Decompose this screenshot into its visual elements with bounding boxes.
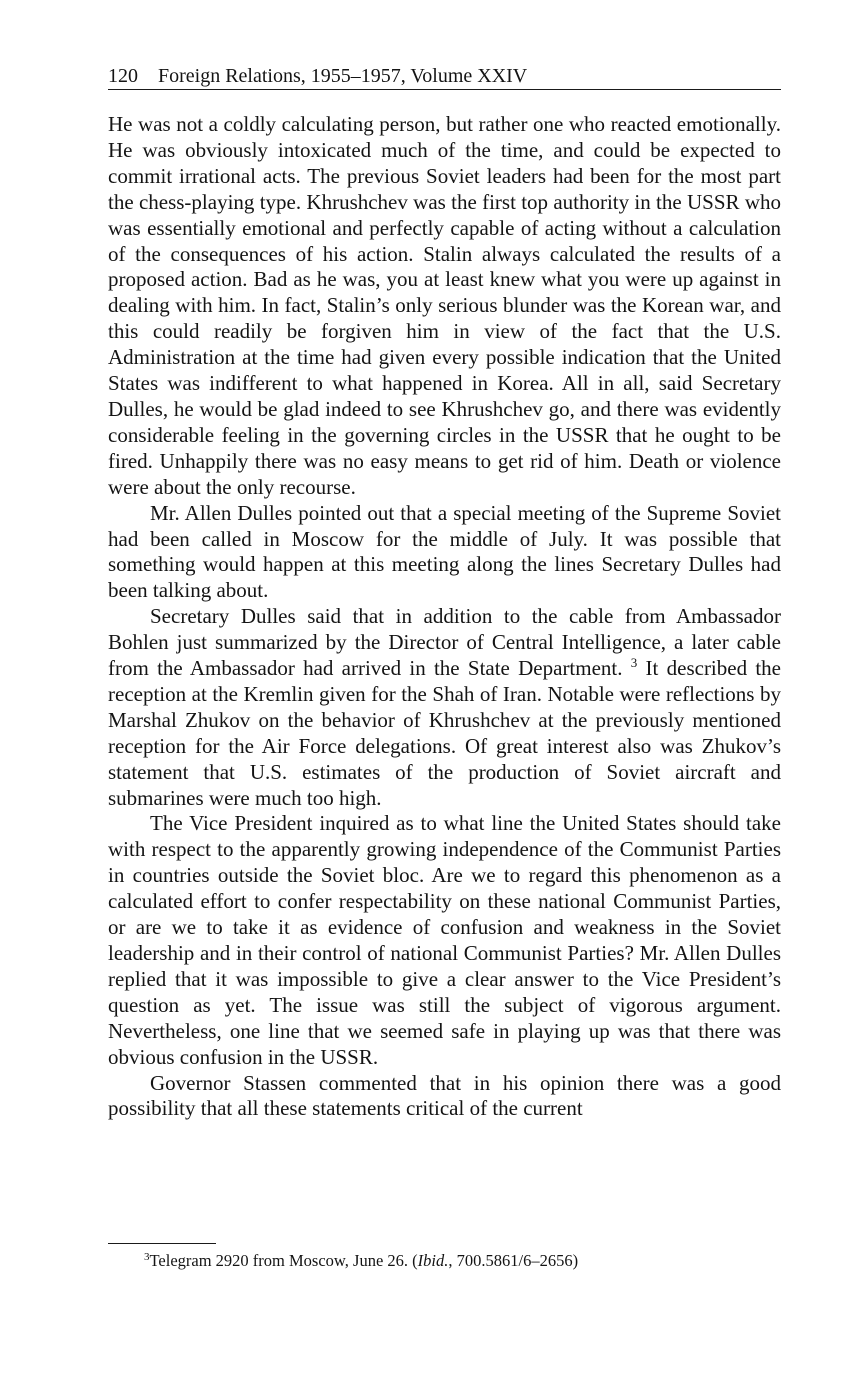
paragraph-3 [108, 604, 781, 811]
paragraph-3-part-1: Secretary Dulles said that in addition to the cable from Ambassador Bohlen just summarized by the Director of Central Intelligence, a later cable from the Ambassador had arrived in the State Department. [108, 604, 781, 681]
footnote-text-1: Telegram 2920 from Moscow, June 26. ( [149, 1251, 418, 1270]
body-text [108, 112, 781, 1122]
paragraph-5: Governor Stassen commented that in his opinion there was a good possibility that all these statements critical of the current [108, 1070, 781, 1121]
footnote-divider [108, 1243, 216, 1244]
running-header [108, 62, 781, 90]
footnote [144, 1250, 781, 1272]
footnote-text-2: , 700.5861/6–2656) [448, 1251, 579, 1270]
footnote-marker: 3 [144, 1251, 150, 1263]
paragraph-2: Mr. Allen Dulles pointed out that a special meeting of the Supreme Soviet had been called in Moscow for the middle of July. It was possible that something would happen at this meeting along the lines Secretary Dulles had been talking about. [108, 500, 781, 603]
paragraph-1: He was not a coldly calculating person, but rather one who reacted emotionally. He was obviously intoxicated much of the time, and could be expected to commit irrational acts. The previous Soviet leaders had been for the most part the chess-playing type. Khrushchev was the first top authority in the USSR who was essentially emotional and perfectly capable of acting without a calculation of the consequences of his action. Stalin always calculated the results of a proposed action. Bad as he was, you at least knew what you were up against in dealing with him. In fact, Stalin’s only serious blunder was the Korean war, and this could readily be forgiven him in view of the fact that the U.S. Administration at the time had given every possible indication that the United States was indifferent to what happened in Korea. All in all, said Secretary Dulles, he would be glad indeed to see Khrushchev go, and there was evidently considerable feeling in the governing circles in the USSR that he ought to be fired. Unhappily there was no easy means to get rid of him. Death or violence were about the only recourse. [108, 112, 781, 499]
page-number: 120 [108, 65, 138, 87]
footnote-ibid: Ibid. [417, 1251, 449, 1270]
paragraph-4: The Vice President inquired as to what line the United States should take with respect to the apparently growing independence of the Communist Parties in countries outside the Soviet bloc. Are we to regard this phenomenon as a calculated effort to confer respectability on these national Communist Parties, or are we to take it as evidence of confusion and weakness in the Soviet leadership and in their control of national Communist Parties? Mr. Allen Dulles replied that it was impossible to give a clear answer to the Vice President’s question as yet. The issue was still the subject of vigorous argument. Nevertheless, one line that we seemed safe in playing up was that there was obvious confusion in the USSR. [108, 811, 781, 1069]
footnote-reference[interactable]: 3 [630, 655, 638, 671]
paragraph-3-part-2: It described the reception at the Kremlin given for the Shah of Iran. Notable were reflections by Marshal Zhukov on the behavior of Khrushchev at the previously mentioned reception for the Air Force delegations. Of great interest also was Zhukov’s statement that U.S. estimates of the production of Soviet aircraft and submarines were much too high. [108, 656, 782, 810]
running-title: Foreign Relations, 1955–1957, Volume XXIV [158, 65, 528, 87]
document-page [108, 62, 781, 1122]
